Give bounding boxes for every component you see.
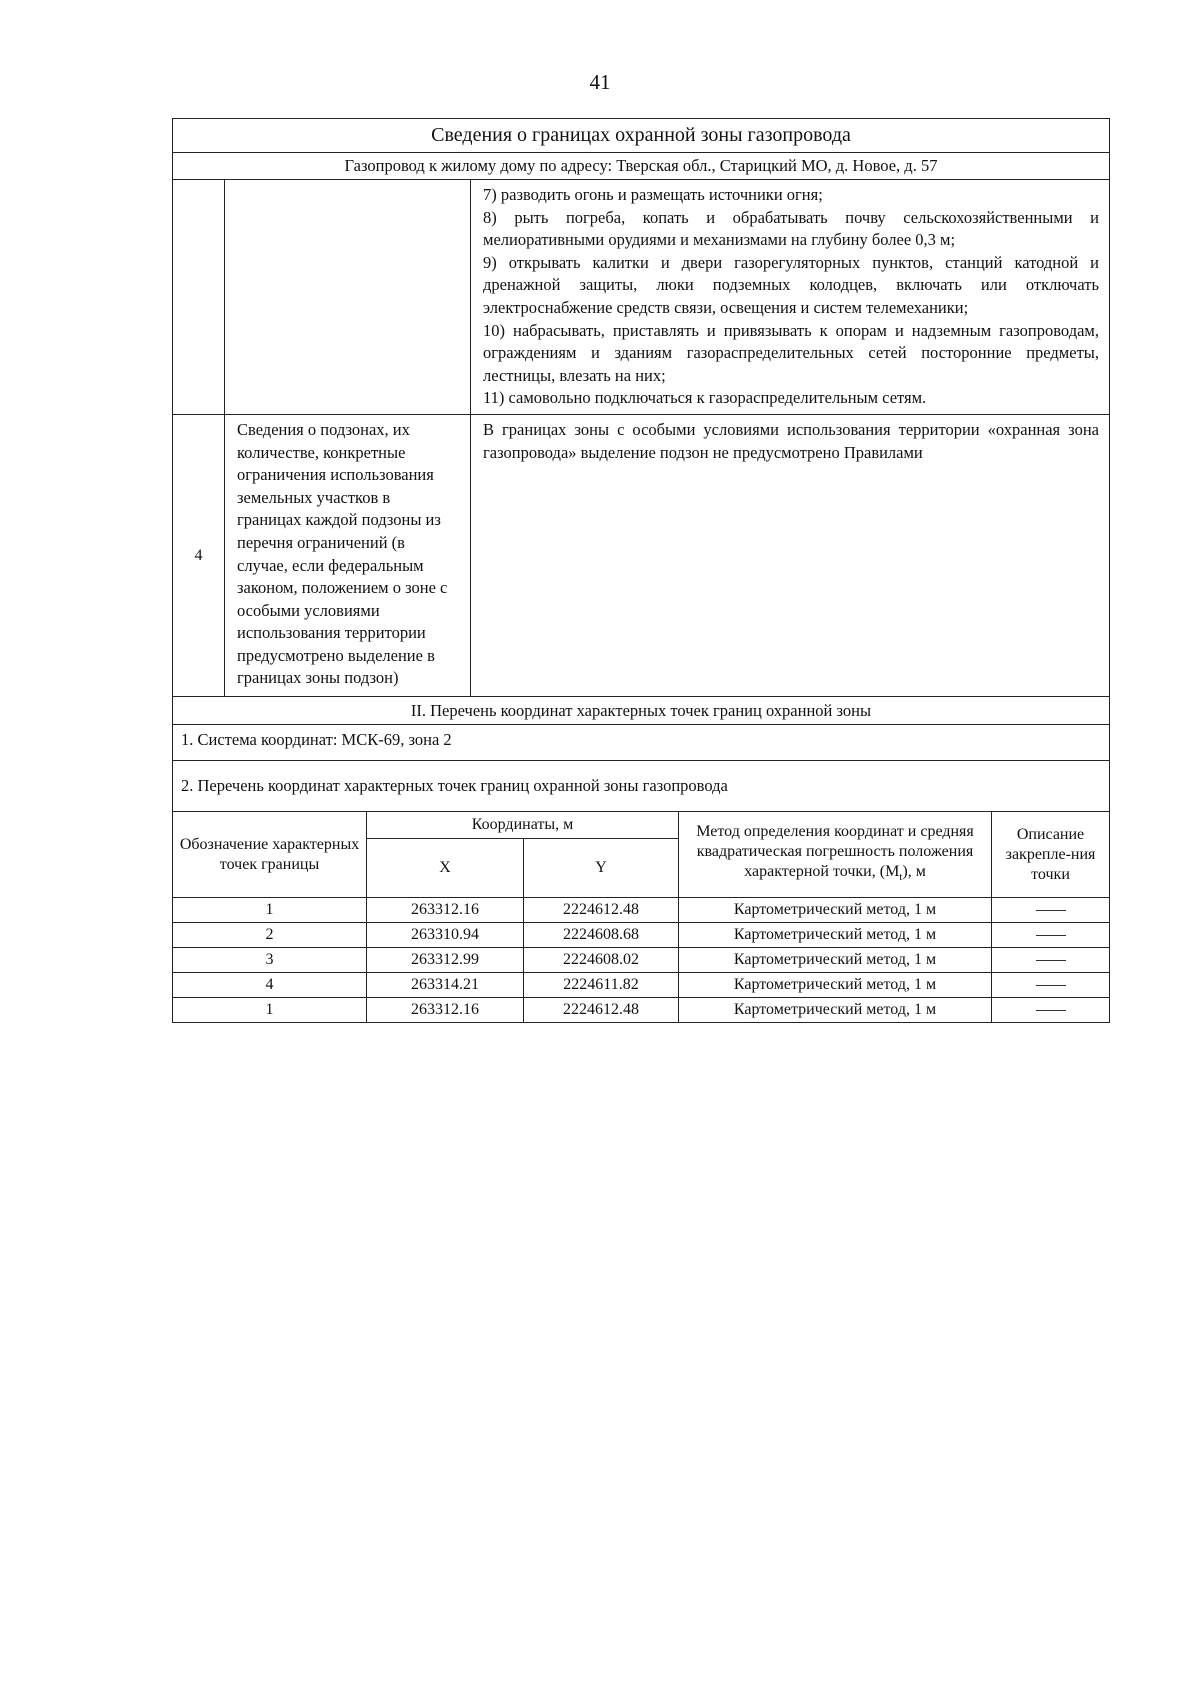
restriction-item: 10) набрасывать, приставлять и привязывать к опорам и надземным газопроводам, ограждениям и зданиям газораспределительных сетей посторонние предметы, лестницы, влезать на них;: [483, 320, 1099, 385]
point-y: 2224612.48: [524, 998, 679, 1023]
point-method: Картометрический метод, 1 м: [679, 973, 992, 998]
point-x: 263314.21: [367, 973, 524, 998]
restrictions-number-cell: [173, 180, 225, 415]
subzones-row: [173, 414, 1110, 696]
point-number: 4: [173, 973, 367, 998]
table-row: [173, 998, 1110, 1023]
restriction-item: 11) самовольно подключаться к газораспределительным сетям.: [483, 388, 927, 408]
col-x: X: [367, 839, 524, 898]
zone-info-document: [172, 118, 1110, 1023]
col-method-subscript: t: [899, 871, 903, 884]
page-number: 41: [589, 70, 611, 94]
col-method: [679, 812, 992, 898]
point-number: 2: [173, 923, 367, 948]
restriction-item: 9) открывать калитки и двери газорегуляторных пунктов, станций катодной и дренажной защиты, люки подземных колодцев, включать или отключать электроснабжение средств связи, освещения и систем телемеханики;: [483, 252, 1099, 317]
restriction-item: 8) рыть погреба, копать и обрабатывать почву сельскохозяйственными и мелиоративными орудиями и механизмами на глубину более 0,3 м;: [483, 207, 1099, 250]
dash-icon: [1036, 985, 1066, 986]
subzones-name: Сведения о подзонах, их количестве, конкретные ограничения использования земельных участков в границах каждой подзоны из перечня ограничений (в случае, если федеральным законом, положением о зоне с особыми условиями использования территории предусмотрено выделение в границах зоны подзон): [225, 414, 471, 696]
point-x: 263312.99: [367, 948, 524, 973]
document-subtitle: Газопровод к жилому дому по адресу: Тверская обл., Старицкий МО, д. Новое, д. 57: [173, 153, 1110, 180]
point-method: Картометрический метод, 1 м: [679, 898, 992, 923]
point-number: 1: [173, 998, 367, 1023]
dash-icon: [1036, 1010, 1066, 1011]
table-row: [173, 948, 1110, 973]
point-y: 2224608.02: [524, 948, 679, 973]
point-number: 1: [173, 898, 367, 923]
dash-icon: [1036, 910, 1066, 911]
point-y: 2224608.68: [524, 923, 679, 948]
restrictions-list: [471, 180, 1110, 415]
point-method: Картометрический метод, 1 м: [679, 923, 992, 948]
point-x: 263310.94: [367, 923, 524, 948]
col-description: Описание закрепле-ния точки: [992, 812, 1110, 898]
col-coords: Координаты, м: [367, 812, 679, 839]
coord-system: 1. Система координат: МСК-69, зона 2: [173, 725, 1110, 761]
point-method: Картометрический метод, 1 м: [679, 948, 992, 973]
section-2-title: II. Перечень координат характерных точек границ охранной зоны: [173, 697, 1110, 725]
point-description: [992, 948, 1110, 973]
col-designation: Обозначение характерных точек границы: [173, 812, 367, 898]
dash-icon: [1036, 935, 1066, 936]
dash-icon: [1036, 960, 1066, 961]
point-number: 3: [173, 948, 367, 973]
table-row: [173, 923, 1110, 948]
point-x: 263312.16: [367, 898, 524, 923]
point-x: 263312.16: [367, 998, 524, 1023]
document-title: Сведения о границах охранной зоны газопровода: [173, 119, 1110, 153]
point-y: 2224612.48: [524, 898, 679, 923]
coords-list-title: 2. Перечень координат характерных точек границ охранной зоны газопровода: [173, 761, 1110, 812]
subzones-value: В границах зоны с особыми условиями использования территории «охранная зона газопровода» выделение подзон не предусмотрено Правилами: [471, 414, 1110, 696]
table-row: [173, 973, 1110, 998]
point-description: [992, 923, 1110, 948]
coords-table: [172, 812, 1110, 1023]
point-description: [992, 898, 1110, 923]
restriction-item: 7) разводить огонь и размещать источники огня;: [483, 185, 823, 204]
subzones-number: 4: [173, 414, 225, 696]
restrictions-name-cell: [225, 180, 471, 415]
col-method-text: Метод определения координат и средняя квадратическая погрешность положения характерной точки, (M: [696, 822, 974, 880]
restrictions-row: [173, 180, 1110, 415]
point-method: Картометрический метод, 1 м: [679, 998, 992, 1023]
zone-info-table: [172, 118, 1110, 812]
point-description: [992, 973, 1110, 998]
col-method-unit: ), м: [902, 862, 926, 880]
point-y: 2224611.82: [524, 973, 679, 998]
table-row: [173, 898, 1110, 923]
col-y: Y: [524, 839, 679, 898]
point-description: [992, 998, 1110, 1023]
